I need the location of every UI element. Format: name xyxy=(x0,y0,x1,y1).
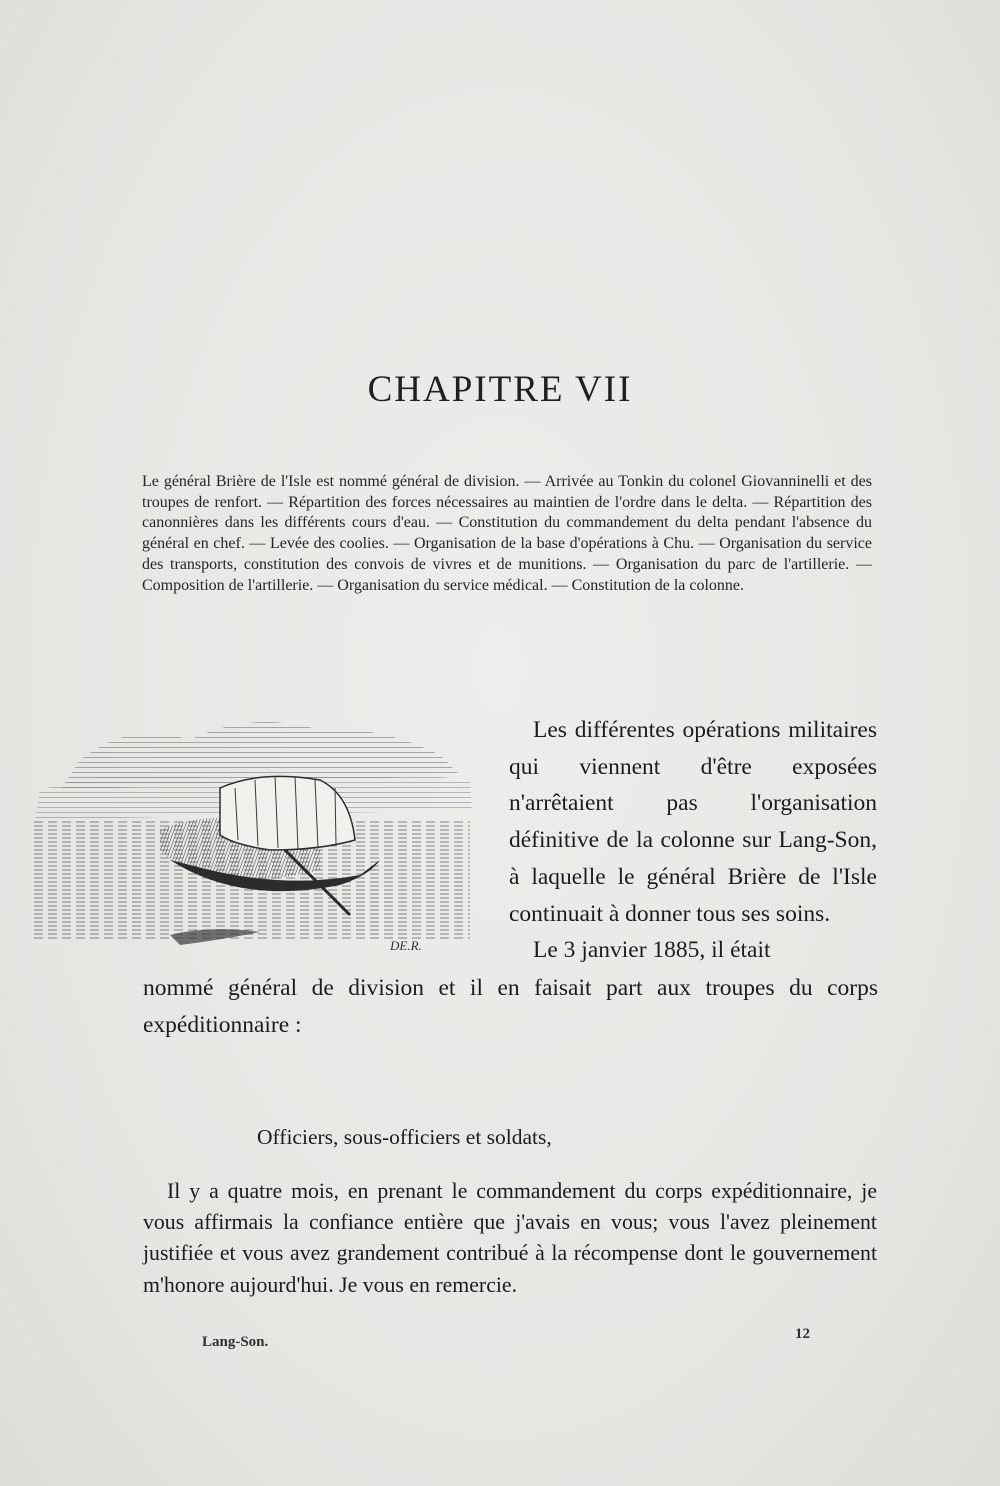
svg-text:DE.R.: DE.R. xyxy=(390,938,422,953)
chapter-summary: Le général Brière de l'Isle est nommé général de division. — Arrivée au Tonkin du colonel Giovanninelli et des troupes de renfort. — Répartition des forces nécessaires au maintien de l'ordre dans le delta. — Répartition des canonnières dans les différents cours d'eau. — Constitution du commandement du delta pendant l'absence du général en chef. — Levée des coolies. — Organisation de la base d'opérations à Chu. — Organisation du service des transports, constitution des convois de vivres et de munitions. — Organisation du parc de l'artillerie. — Composition de l'artillerie. — Organisation du service médical. — Constitution de la colonne. xyxy=(142,473,872,594)
chapter-title: CHAPITRE VII xyxy=(367,369,633,410)
body-paragraph-lead xyxy=(509,712,877,969)
order-text xyxy=(143,1176,877,1301)
signature-mark: Lang-Son. xyxy=(202,1334,269,1350)
order-salutation: Officiers, sous-officiers et soldats, xyxy=(257,1125,552,1149)
body-lead-text: Les différentes opérations militaires qui viennent d'être exposées n'arrêtaient pas l'organisation définitive de la colonne sur Lang-Son, à laquelle le général Brière de l'Isle continuait à donner tous ses soins. xyxy=(509,717,877,927)
body-paragraph-continuation: nommé général de division et il en faisait part aux troupes du corps expéditionnaire : xyxy=(143,975,878,1038)
body-lead-cont: Le 3 janvier 1885, il était xyxy=(533,937,771,964)
order-text-body: Il y a quatre mois, en prenant le commandement du corps expéditionnaire, je vous affirmais la confiance entière que j'avais en vous; vous l'avez pleinement justifiée et vous avez grandement contribué à la récompense dont le gouvernement m'honore aujourd'hui. Je vous en remercie. xyxy=(143,1179,877,1297)
boat-engraving-illustration xyxy=(20,700,480,970)
page-number: 12 xyxy=(795,1326,810,1342)
